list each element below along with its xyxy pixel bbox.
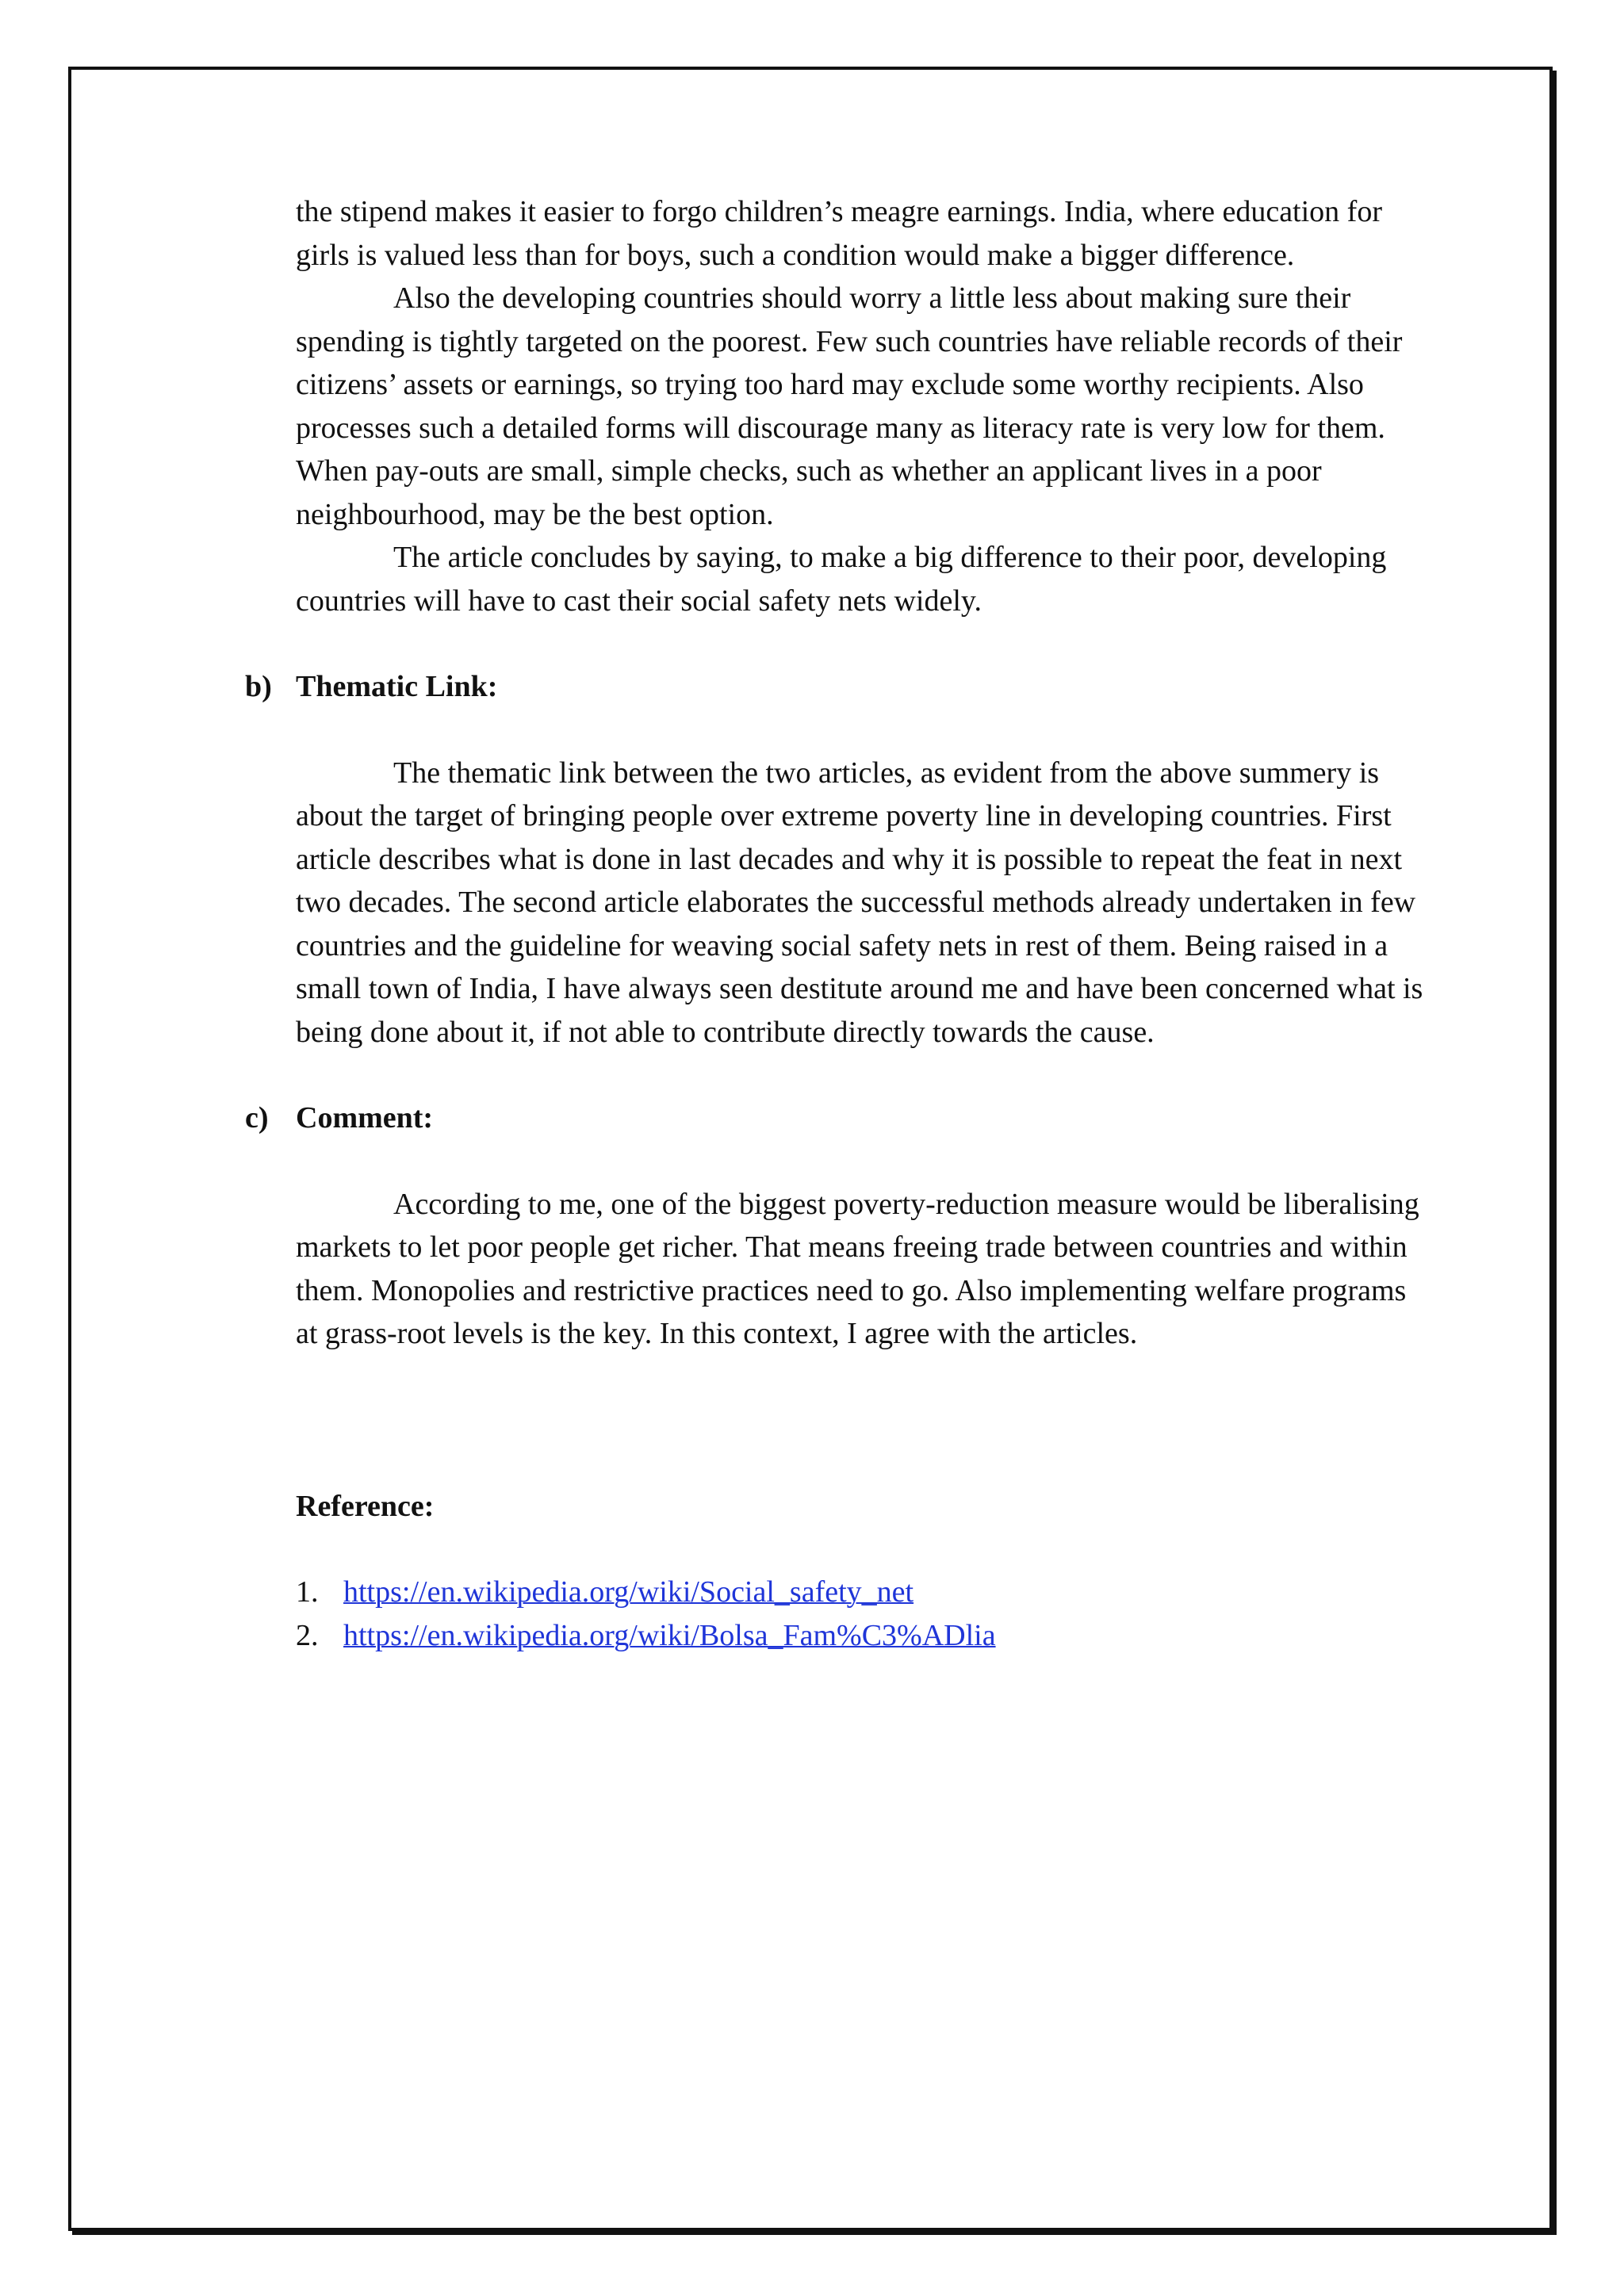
reference-item-2: [296, 1614, 1430, 1658]
thematic-link-body: The thematic link between the two articles, as evident from the above summery is about the target of bringing people over extreme poverty line in developing countries. First article describes what is done in last decades and why it is possible to repeat the feat in next two decades. The second article elaborates the successful methods already undertaken in few countries and the guideline for weaving social safety nets in rest of them. Being raised in a small town of India, I have always seen destitute around me and have been concerned what is being done about it, if not able to contribute directly towards the cause.: [296, 756, 1423, 1049]
comment-body: According to me, one of the biggest poverty-reduction measure would be liberalising markets to let poor people get richer. That means freeing trade between countries and within them. Monopolies and restrictive practices need to go. Also implementing welfare programs at grass-root levels is the key. In this context, I agree with the articles.: [296, 1187, 1419, 1350]
intro-paragraph-3: The article concludes by saying, to make a big difference to their poor, developing countries will have to cast their social safety nets widely.: [296, 541, 1387, 618]
reference-section: [296, 1485, 1430, 1658]
reference-number-2: 2.: [296, 1618, 319, 1652]
thematic-link-section: [245, 665, 1430, 1054]
reference-item-1: [296, 1571, 1430, 1614]
section-letter-c: c): [245, 1101, 269, 1135]
intro-paragraph-2: Also the developing countries should worry a little less about making sure their spending is tightly targeted on the poorest. Few such countries have reliable records of their citizens’ assets or earnings, so trying too hard may exclude some worthy recipients. Also processes such a detailed forms will discourage many as literacy rate is very low for them. When pay-outs are small, simple checks, such as whether an applicant lives in a poor neighbourhood, may be the best option.: [296, 281, 1403, 531]
reference-number-1: 1.: [296, 1575, 319, 1609]
reference-heading: Reference:: [296, 1489, 435, 1523]
reference-list: [296, 1571, 1430, 1657]
comment-heading: [245, 1096, 1430, 1140]
comment-heading-text: Comment:: [296, 1101, 434, 1135]
reference-link-bolsa-familia[interactable]: https://en.wikipedia.org/wiki/Bolsa_Fam%C3%ADlia: [343, 1618, 996, 1652]
document-body: [245, 190, 1430, 1657]
comment-section: [245, 1096, 1430, 1356]
reference-link-social-safety-net[interactable]: https://en.wikipedia.org/wiki/Social_safety_net: [343, 1575, 914, 1609]
thematic-link-heading-text: Thematic Link:: [296, 670, 498, 703]
thematic-link-heading: [245, 665, 1430, 709]
intro-paragraph-1: the stipend makes it easier to forgo children’s meagre earnings. India, where education for girls is valued less than for boys, such a condition would make a bigger difference.: [296, 195, 1382, 272]
section-letter-b: b): [245, 670, 272, 703]
